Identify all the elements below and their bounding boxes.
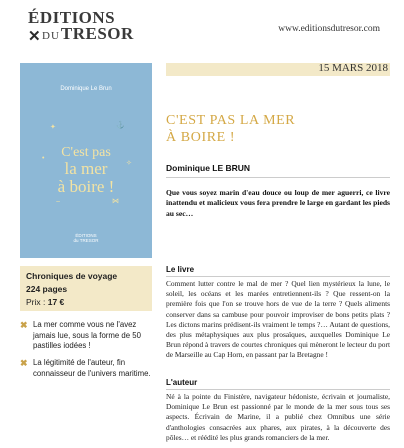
selling-point <box>20 358 156 379</box>
publisher-logo-du: DU <box>42 30 60 42</box>
section-text-author: Né à la pointe du Finistère, navigateur hédoniste, écrivain et journaliste, Dominique Le Brun est passionné par le monde de la mer sous tous ses aspects. Écrivain de Marine, il a publié chez Omnibus une série d'anthologies consacrées aux phares, aux pirates, à la découverte des pôles… et réédité les plus grands romanciers de la mer. <box>166 392 390 442</box>
cover-title-line: C'est pas <box>61 145 111 160</box>
selling-point <box>20 320 156 352</box>
logo-cross-icon: ✕ <box>28 28 41 45</box>
author-name: Dominique LE BRUN <box>166 163 251 173</box>
cover-author: Dominique Le Brun <box>60 86 112 92</box>
dot-decoration-icon: • <box>42 155 45 162</box>
section-heading-book: Le livre <box>166 265 195 274</box>
website-url[interactable]: www.editionsdutresor.com <box>278 24 380 34</box>
star-decoration-icon: ✦ <box>50 124 56 131</box>
price <box>26 297 64 307</box>
book-info-box <box>20 266 152 311</box>
cover-publisher-line: du TRESOR <box>73 238 99 243</box>
fish-decoration-icon: ⋈ <box>112 198 119 205</box>
book-cover <box>20 63 152 258</box>
section-text-book: Comment lutter contre le mal de mer ? Quel lien mystérieux la lune, le soleil, les océans et les marées entretiennent-ils ? Que ressent-on la première fois que l'on se trouve hors de vue de la terre ? Quels aliments conserver dans sa cambuse pour pouvoir improviser de bons petits plats ? Les dictons marins prédisent-ils vraiment le temps ?… Autant de questions, des plus métaphysiques aux plus prosaïques, auxquelles Dominique Le Brun répond à travers de courtes chroniques qui mèneront le lecteur du port de Marseille au Cap Horn, en passant par la Bretagne ! <box>166 279 390 360</box>
price-value: 17 € <box>47 297 65 307</box>
cover-publisher <box>20 233 152 243</box>
selling-point-text: La légitimité de l'auteur, fin connaisseur de l'univers maritime. <box>33 358 151 378</box>
cover-title-line: à boire ! <box>57 177 115 196</box>
book-title <box>166 112 390 146</box>
cover-title-line: la mer <box>64 159 108 178</box>
publisher-logo-line2 <box>42 24 134 44</box>
cover-title <box>20 146 152 196</box>
section-heading-author: L'auteur <box>166 378 198 387</box>
cross-bullet-icon: ✖ <box>20 320 28 330</box>
divider <box>166 389 390 390</box>
selling-point-text: La mer comme vous ne l'avez jamais lue, sous la forme de 50 pastilles iodées ! <box>33 320 141 350</box>
anchor-decoration-icon: ⚓ <box>116 122 125 129</box>
price-label: Prix : <box>26 297 48 307</box>
star-decoration-icon: ✧ <box>126 160 132 167</box>
collection-name: Chroniques de voyage <box>26 271 118 281</box>
cross-bullet-icon: ✖ <box>20 358 28 368</box>
book-title-line: C'EST PAS LA MER <box>166 113 296 128</box>
intro-paragraph: Que vous soyez marin d'eau douce ou loup de mer aguerri, ce livre inattendu et malicieux vous fera prendre le large en gardant les pieds au sec… <box>166 188 390 218</box>
book-title-line: À BOIRE ! <box>166 130 236 145</box>
publisher-logo-line1: ÉDITIONS <box>28 8 116 27</box>
divider <box>166 177 390 178</box>
publisher-logo-tresor: TRESOR <box>60 24 134 43</box>
release-date: 15 MARS 2018 <box>318 62 388 74</box>
cover-publisher-line: ÉDITIONS <box>75 233 97 238</box>
wave-decoration-icon: ~ <box>56 199 61 206</box>
page-count: 224 pages <box>26 284 68 294</box>
divider <box>166 276 390 277</box>
